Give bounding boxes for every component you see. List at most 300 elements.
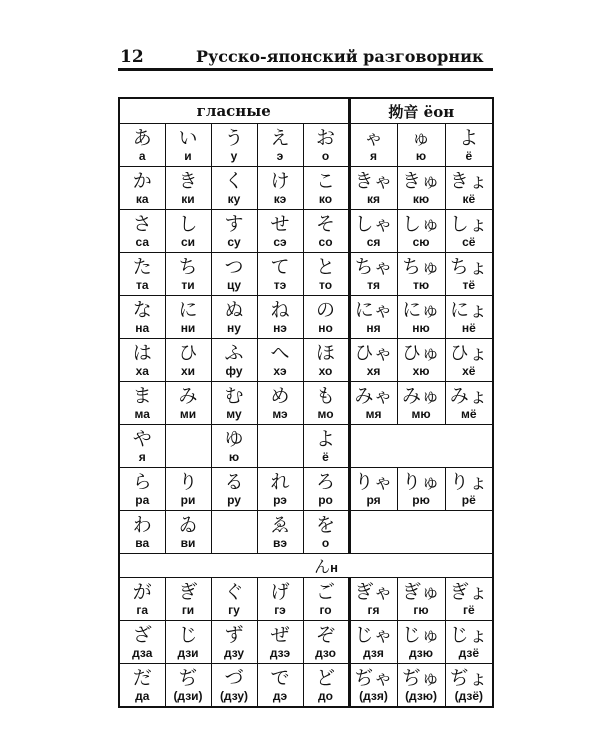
kana-cell — [257, 210, 303, 253]
kana-reading: я — [138, 449, 146, 464]
kana-cell — [445, 382, 493, 425]
kana-character: い — [178, 126, 198, 149]
kana-cell — [119, 511, 165, 554]
kana-reading: гю — [413, 602, 429, 617]
kana-character: きゅ — [402, 169, 441, 192]
kana-reading: дзю — [409, 645, 434, 660]
kana-reading: ну — [227, 320, 241, 335]
kana-reading: дзи — [177, 645, 199, 660]
kana-reading: сэ — [273, 234, 287, 249]
kana-reading: мо — [317, 406, 334, 421]
kana-cell — [119, 253, 165, 296]
kana-cell — [165, 578, 211, 621]
kana-row — [119, 124, 493, 167]
kana-character: じょ — [449, 623, 488, 646]
kana-reading: ю — [228, 449, 240, 464]
kana-character: ぢゅ — [402, 666, 441, 689]
kana-cell — [303, 425, 349, 468]
kana-reading: о — [321, 148, 330, 163]
kana-reading: хэ — [273, 363, 287, 378]
kana-cell — [165, 425, 211, 468]
kana-cell — [211, 511, 257, 554]
kana-reading: ха — [135, 363, 149, 378]
kana-reading: ни — [180, 320, 196, 335]
kana-reading: ё — [322, 449, 329, 464]
kana-cell — [397, 621, 445, 664]
table-header-row — [119, 98, 493, 124]
kana-cell — [211, 621, 257, 664]
kana-cell — [349, 124, 397, 167]
kana-character: け — [270, 169, 290, 192]
kana-cell — [303, 167, 349, 210]
kana-row — [119, 339, 493, 382]
kana-character: よ — [316, 427, 336, 450]
kana-character: づ — [224, 666, 244, 689]
n-kana: ん — [314, 557, 331, 576]
kana-reading: ро — [318, 492, 333, 507]
kana-character: みゅ — [402, 384, 441, 407]
kana-row — [119, 167, 493, 210]
kana-reading: кя — [367, 191, 381, 206]
kana-reading: хя — [366, 363, 381, 378]
kana-character: み — [178, 384, 198, 407]
kana-reading: дзя — [363, 645, 384, 660]
kana-reading: гё — [462, 602, 475, 617]
kana-cell — [257, 621, 303, 664]
kana-reading: мя — [365, 406, 382, 421]
kana-character: さ — [132, 212, 152, 235]
kana-cell — [349, 578, 397, 621]
kana-cell — [165, 511, 211, 554]
header-rule — [118, 68, 493, 71]
kana-cell — [211, 296, 257, 339]
kana-character: ど — [316, 666, 336, 689]
kana-reading: тё — [462, 277, 476, 292]
kana-cell — [119, 578, 165, 621]
kana-cell — [211, 253, 257, 296]
kana-cell — [349, 296, 397, 339]
kana-reading: тэ — [273, 277, 287, 292]
kana-character: ぎゅ — [402, 580, 441, 603]
kana-cell — [303, 339, 349, 382]
n-reading: н — [330, 560, 338, 575]
kana-character: ひゅ — [402, 341, 441, 364]
kana-cell — [445, 253, 493, 296]
kana-character: も — [316, 384, 336, 407]
kana-cell — [257, 253, 303, 296]
kana-reading: тю — [412, 277, 430, 292]
kana-cell — [211, 425, 257, 468]
kana-cell — [445, 664, 493, 708]
kana-cell — [445, 339, 493, 382]
kana-character: し — [178, 212, 198, 235]
kana-character: しゅ — [402, 212, 441, 235]
kana-character: よ — [459, 126, 479, 149]
kana-reading: я — [370, 148, 378, 163]
kana-reading: нэ — [273, 320, 287, 335]
kana-character: お — [316, 126, 336, 149]
kana-cell — [165, 210, 211, 253]
kana-reading: дэ — [272, 688, 288, 703]
kana-character: め — [270, 384, 290, 407]
kana-cell — [445, 296, 493, 339]
kana-character: で — [270, 666, 290, 689]
kana-cell — [445, 124, 493, 167]
kana-character: つ — [224, 255, 244, 278]
kana-cell — [349, 468, 397, 511]
kana-row — [119, 382, 493, 425]
kana-cell — [349, 621, 397, 664]
kana-character: ほ — [316, 341, 336, 364]
kana-reading: су — [227, 234, 241, 249]
kana-cell — [119, 296, 165, 339]
kana-cell — [257, 296, 303, 339]
kana-character: ず — [224, 623, 244, 646]
yoon-heading: 拗音 ёон — [349, 98, 493, 124]
kana-reading: э — [276, 148, 284, 163]
kana-character: しょ — [449, 212, 488, 235]
kana-character: ふ — [224, 341, 244, 364]
kana-character: ち — [178, 255, 198, 278]
kana-cell — [303, 296, 349, 339]
kana-cell — [445, 621, 493, 664]
kana-cell — [165, 339, 211, 382]
kana-character: ぢょ — [449, 666, 488, 689]
n-row-blank — [119, 554, 303, 578]
kana-cell — [119, 621, 165, 664]
kana-cell — [349, 339, 397, 382]
kana-character: ゆ — [224, 427, 244, 450]
kana-reading: нё — [461, 320, 476, 335]
kana-character: ぎ — [178, 580, 198, 603]
kana-cell — [257, 578, 303, 621]
kana-reading: ся — [366, 234, 381, 249]
kana-character: ね — [270, 298, 290, 321]
kana-cell — [397, 210, 445, 253]
kana-character: る — [224, 470, 244, 493]
kana-character: じゅ — [402, 623, 441, 646]
kana-character: そ — [316, 212, 336, 235]
kana-cell — [303, 511, 349, 554]
kana-cell — [303, 124, 349, 167]
kana-reading: хи — [180, 363, 196, 378]
kana-cell — [445, 578, 493, 621]
kana-character: や — [132, 427, 152, 450]
kana-character: が — [132, 580, 152, 603]
kana-reading: дза — [132, 645, 153, 660]
kana-row — [119, 253, 493, 296]
page-number: 12 — [120, 47, 144, 67]
kana-cell — [119, 167, 165, 210]
kana-row — [119, 468, 493, 511]
kana-character: ゐ — [178, 513, 198, 536]
kana-cell — [397, 664, 445, 708]
kana-character: ぎょ — [449, 580, 488, 603]
kana-character: な — [132, 298, 152, 321]
kana-cell — [397, 468, 445, 511]
kana-character: ゅ — [411, 126, 431, 149]
kana-character: にょ — [449, 298, 488, 321]
kana-cell — [303, 578, 349, 621]
kana-cell — [397, 382, 445, 425]
kana-row — [119, 425, 493, 468]
kana-reading: та — [135, 277, 149, 292]
kana-cell — [165, 253, 211, 296]
kana-cell — [257, 339, 303, 382]
kana-cell — [119, 468, 165, 511]
kana-character: こ — [316, 169, 336, 192]
kana-character: げ — [270, 580, 290, 603]
kana-reading: ку — [227, 191, 241, 206]
kana-row — [119, 511, 493, 554]
kana-reading: то — [318, 277, 333, 292]
kana-reading: ра — [135, 492, 150, 507]
kana-character: は — [132, 341, 152, 364]
kana-cell — [445, 468, 493, 511]
kana-character: に — [178, 298, 198, 321]
kana-reading: (дзя) — [359, 688, 388, 703]
kana-character: りゅ — [402, 470, 441, 493]
n-cell — [303, 554, 349, 578]
kana-reading: ва — [135, 535, 150, 550]
kana-cell — [257, 124, 303, 167]
kana-character: ぞ — [316, 623, 336, 646]
kana-reading: кэ — [273, 191, 287, 206]
kana-character: ぜ — [270, 623, 290, 646]
kana-character: を — [316, 513, 336, 536]
kana-cell — [211, 167, 257, 210]
kana-cell — [165, 382, 211, 425]
kana-reading: мю — [411, 406, 431, 421]
kana-cell — [119, 664, 165, 708]
kana-reading: хо — [318, 363, 333, 378]
kana-character: りょ — [449, 470, 488, 493]
kana-cell — [303, 468, 349, 511]
kana-cell — [119, 382, 165, 425]
kana-character: ひゃ — [354, 341, 393, 364]
kana-cell — [303, 621, 349, 664]
kana-reading: дзё — [458, 645, 479, 660]
kana-character: く — [224, 169, 244, 192]
kana-reading: сё — [462, 234, 476, 249]
kana-reading: гэ — [274, 602, 286, 617]
kana-character: り — [178, 470, 198, 493]
kana-character: きゃ — [354, 169, 393, 192]
kana-reading: хю — [412, 363, 430, 378]
kana-character: ご — [316, 580, 336, 603]
kana-character: と — [316, 255, 336, 278]
kana-reading: да — [135, 688, 150, 703]
empty-yoon-cell — [349, 511, 493, 554]
kana-cell — [211, 578, 257, 621]
kana-reading: ю — [415, 148, 427, 163]
kana-character: しゃ — [354, 212, 393, 235]
kana-character: ゃ — [364, 126, 384, 149]
kana-character: て — [270, 255, 290, 278]
kana-cell — [119, 210, 165, 253]
kana-row — [119, 210, 493, 253]
kana-cell — [257, 511, 303, 554]
kana-cell — [303, 382, 349, 425]
kana-reading: (дзи) — [173, 688, 203, 703]
kana-reading: фу — [225, 363, 243, 378]
kana-reading: тя — [367, 277, 380, 292]
kana-character: だ — [132, 666, 152, 689]
kana-reading: о — [321, 535, 330, 550]
kana-character: にゃ — [354, 298, 393, 321]
kana-character: みゃ — [354, 384, 393, 407]
kana-cell — [303, 664, 349, 708]
kana-character: れ — [270, 470, 290, 493]
kana-character: す — [224, 212, 244, 235]
kana-reading: мэ — [272, 406, 288, 421]
kana-cell — [397, 124, 445, 167]
kana-table — [118, 97, 494, 708]
kana-cell — [211, 468, 257, 511]
kana-cell — [257, 382, 303, 425]
kana-reading: ма — [134, 406, 150, 421]
kana-character: せ — [270, 212, 290, 235]
kana-reading: дзу — [223, 645, 245, 660]
kana-character: た — [132, 255, 152, 278]
kana-reading: но — [318, 320, 333, 335]
kana-character: ぢ — [178, 666, 198, 689]
kana-character: にゅ — [402, 298, 440, 321]
kana-cell — [165, 664, 211, 708]
kana-reading: сю — [412, 234, 430, 249]
kana-reading: вэ — [272, 535, 287, 550]
kana-cell — [165, 468, 211, 511]
kana-cell — [165, 167, 211, 210]
kana-reading: ри — [180, 492, 196, 507]
kana-character: ちょ — [449, 255, 488, 278]
kana-cell — [397, 296, 445, 339]
kana-character: ま — [132, 384, 152, 407]
kana-character: りゃ — [354, 470, 393, 493]
kana-character: きょ — [449, 169, 488, 192]
kana-reading: ги — [181, 602, 195, 617]
kana-reading: у — [230, 148, 238, 163]
kana-reading: го — [319, 602, 332, 617]
kana-cell — [119, 425, 165, 468]
kana-reading: дзэ — [269, 645, 291, 660]
kana-cell — [349, 382, 397, 425]
kana-reading: хё — [462, 363, 476, 378]
kana-cell — [445, 167, 493, 210]
kana-character: ゑ — [270, 513, 290, 536]
kana-cell — [445, 210, 493, 253]
kana-reading: до — [318, 688, 333, 703]
kana-character: え — [270, 126, 290, 149]
kana-character: ろ — [316, 470, 336, 493]
kana-reading: рё — [461, 492, 476, 507]
kana-reading: ки — [181, 191, 195, 206]
kana-character: じゃ — [354, 623, 393, 646]
kana-reading: дзо — [315, 645, 336, 660]
kana-reading: ви — [180, 535, 196, 550]
kana-reading: ти — [181, 277, 195, 292]
kana-reading: му — [226, 406, 242, 421]
kana-reading: ню — [412, 320, 430, 335]
kana-reading: са — [135, 234, 149, 249]
kana-character: ちゃ — [354, 255, 393, 278]
kana-reading: ё — [465, 148, 473, 163]
kana-cell — [397, 253, 445, 296]
kana-reading: мё — [461, 406, 477, 421]
kana-character: わ — [132, 513, 152, 536]
kana-character: じ — [178, 623, 198, 646]
kana-cell — [119, 124, 165, 167]
kana-character: へ — [270, 341, 290, 364]
kana-reading: на — [135, 320, 150, 335]
kana-cell — [211, 382, 257, 425]
kana-cell — [257, 167, 303, 210]
kana-character: か — [132, 169, 152, 192]
kana-cell — [397, 167, 445, 210]
n-row-blank-right — [349, 554, 493, 578]
kana-reading: ко — [318, 191, 333, 206]
kana-row — [119, 296, 493, 339]
kana-character: ぎゃ — [354, 580, 393, 603]
kana-cell — [211, 124, 257, 167]
kana-reading: си — [180, 234, 196, 249]
kana-character: む — [224, 384, 244, 407]
kana-reading: гу — [228, 602, 240, 617]
kana-row — [119, 621, 493, 664]
kana-reading: (дзю) — [405, 688, 438, 703]
kana-reading: и — [184, 148, 192, 163]
kana-reading: а — [138, 148, 146, 163]
kana-character: ぢゃ — [354, 666, 393, 689]
kana-cell — [257, 425, 303, 468]
kana-reading: ня — [366, 320, 381, 335]
kana-cell — [397, 339, 445, 382]
kana-character: みょ — [449, 384, 488, 407]
kana-reading: кё — [462, 191, 476, 206]
kana-reading: рэ — [273, 492, 287, 507]
empty-yoon-cell — [349, 425, 493, 468]
kana-cell — [119, 339, 165, 382]
kana-character: ひ — [178, 341, 198, 364]
kana-cell — [165, 621, 211, 664]
kana-cell — [257, 468, 303, 511]
kana-reading: цу — [226, 277, 242, 292]
running-title: Русско-японский разговорник — [196, 47, 484, 66]
kana-reading: со — [318, 234, 333, 249]
kana-reading: ря — [366, 492, 381, 507]
kana-cell — [211, 339, 257, 382]
kana-reading: (дзу) — [219, 688, 249, 703]
kana-cell — [349, 664, 397, 708]
kana-character: き — [178, 169, 198, 192]
kana-cell — [211, 210, 257, 253]
kana-cell — [165, 296, 211, 339]
kana-reading: кю — [412, 191, 430, 206]
kana-reading: га — [136, 602, 149, 617]
kana-row — [119, 664, 493, 708]
kana-reading: ру — [227, 492, 241, 507]
kana-character: あ — [132, 126, 152, 149]
kana-cell — [211, 664, 257, 708]
kana-cell — [165, 124, 211, 167]
kana-cell — [349, 253, 397, 296]
kana-reading: ми — [179, 406, 197, 421]
kana-cell — [303, 210, 349, 253]
kana-reading: ка — [135, 191, 149, 206]
kana-cell — [257, 664, 303, 708]
kana-character: ひょ — [449, 341, 488, 364]
kana-character: ざ — [132, 623, 152, 646]
